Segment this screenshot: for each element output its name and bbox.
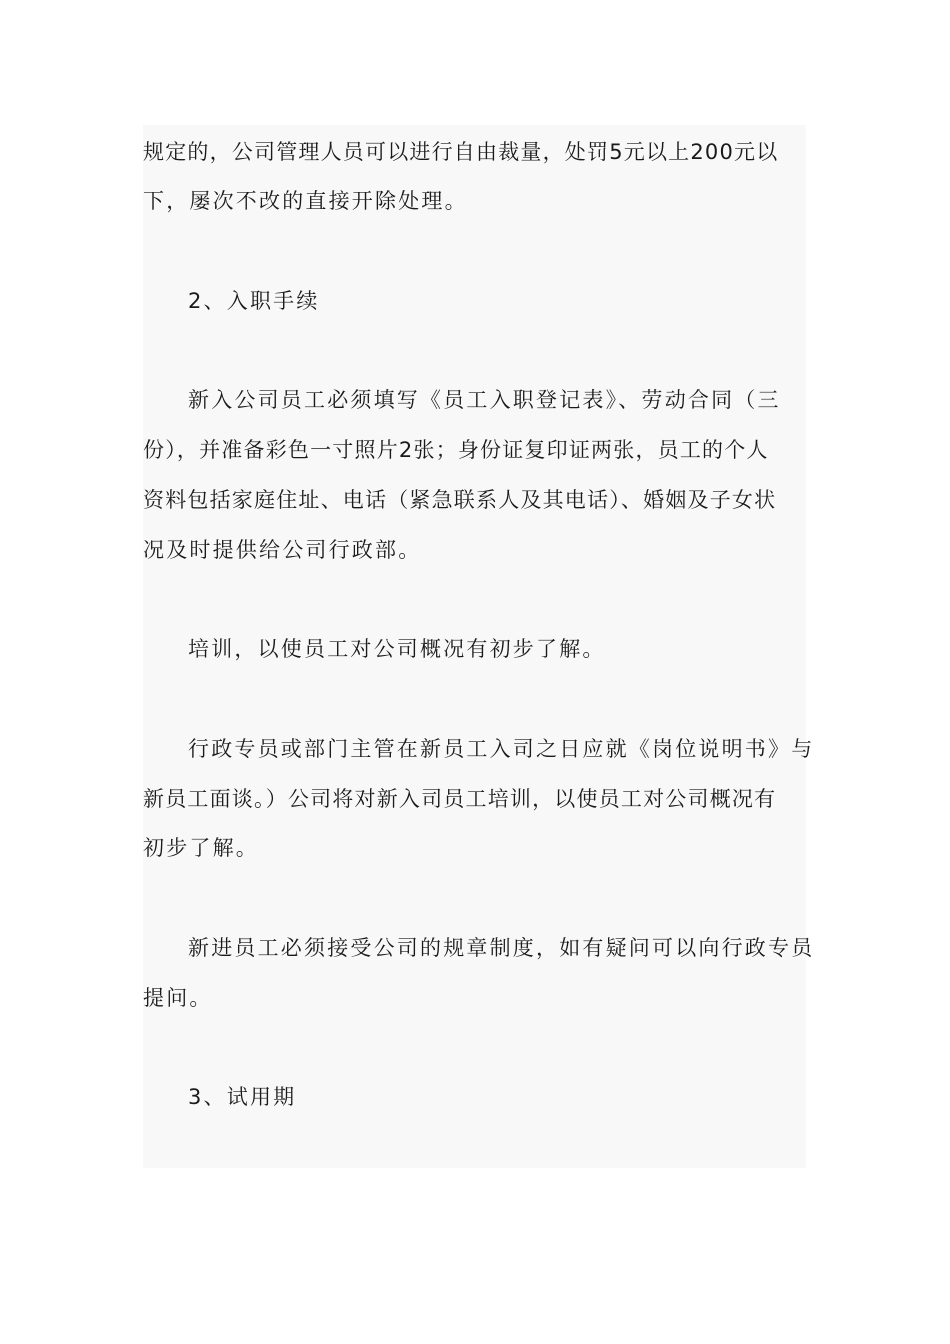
paragraph-line: 培训，以使员工对公司概况有初步了解。 (188, 637, 606, 661)
paragraph-line: 初步了解。 (143, 836, 259, 860)
paragraph-line: 新员工面谈。）公司将对新入司员工培训，以使员工对公司概况有 (143, 787, 777, 811)
paragraph-line: 份），并准备彩色一寸照片2张；身份证复印证两张，员工的个人 (143, 438, 769, 462)
section-heading: 2、入职手续 (188, 289, 320, 313)
paragraph-line: 资料包括家庭住址、电话（紧急联系人及其电话）、婚姻及子女状 (143, 488, 777, 512)
paragraph-line: 下，屡次不改的直接开除处理。 (143, 189, 468, 213)
paragraph-line: 规定的，公司管理人员可以进行自由裁量，处罚5元以上200元以 (143, 140, 779, 164)
section-heading: 3、试用期 (188, 1085, 297, 1109)
paragraph-line: 提问。 (143, 986, 213, 1010)
paragraph-line: 行政专员或部门主管在新员工入司之日应就《岗位说明书》与 (188, 737, 815, 761)
paragraph-line: 新进员工必须接受公司的规章制度，如有疑问可以向行政专员 (188, 936, 815, 960)
paragraph-line: 新入公司员工必须填写《员工入职登记表》、劳动合同（三 (188, 388, 781, 412)
paragraph-line: 况及时提供给公司行政部。 (143, 538, 422, 562)
